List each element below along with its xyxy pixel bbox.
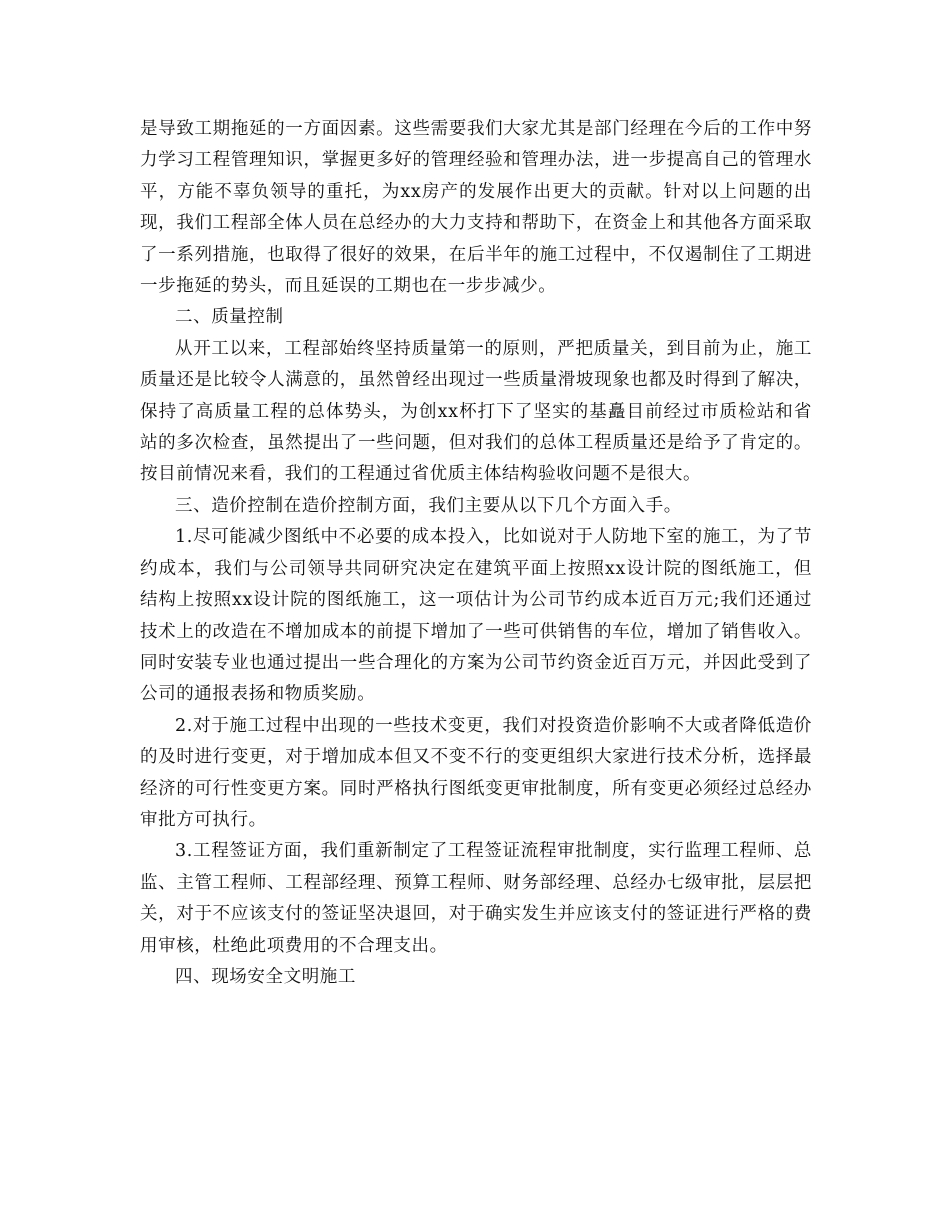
paragraph-schedule-delay-continued: 是导致工期拖延的一方面因素。这些需要我们大家尤其是部门经理在今后的工作中努力学习工程管理知识，掌握更多好的管理经验和管理办法，进一步提高自己的管理水平，方能不辜负领导的重托，为xx房产的发展作出更大的贡献。针对以上问题的出现，我们工程部全体人员在总经办的大力支持和帮助下，在资金上和其他各方面采取了一系列措施，也取得了很好的效果，在后半年的施工过程中，不仅遏制住了工期进一步拖延的势头，而且延误的工期也在一步步减少。 (140, 119, 812, 297)
heading-cost-control: 三、造价控制在造价控制方面，我们主要从以下几个方面入手。 (175, 495, 682, 516)
paragraph-cost-item-3: 3.工程签证方面，我们重新制定了工程签证流程审批制度，实行监理工程师、总监、主管工程师、工程部经理、预算工程师、财务部经理、总经办七级审批，层层把关，对于不应该支付的签证坚决退回，对于确实发生并应该支付的签证进行严格的费用审核，杜绝此项费用的不合理支出。 (140, 841, 812, 956)
heading-quality-control: 二、质量控制 (175, 307, 284, 328)
heading-site-safety: 四、现场安全文明施工 (175, 966, 356, 987)
paragraph-cost-item-2: 2.对于施工过程中出现的一些技术变更，我们对投资造价影响不大或者降低造价的及时进行变更，对于增加成本但又不变不行的变更组织大家进行技术分析，选择最经济的可行性变更方案。同时严格执行图纸变更审批制度，所有变更必须经过总经办审批方可执行。 (140, 715, 812, 830)
paragraph-quality-control: 从开工以来，工程部始终坚持质量第一的原则，严把质量关，到目前为止，施工质量还是比较令人满意的，虽然曾经出现过一些质量滑坡现象也都及时得到了解决，保持了高质量工程的总体势头，为创xx杯打下了坚实的基矗目前经过市质检站和省站的多次检查，虽然提出了一些问题，但对我们的总体工程质量还是给予了肯定的。按目前情况来看，我们的工程通过省优质主体结构验收问题不是很大。 (140, 338, 812, 485)
document-body (140, 114, 812, 993)
paragraph-cost-item-1: 1.尽可能减少图纸中不必要的成本投入，比如说对于人防地下室的施工，为了节约成本，我们与公司领导共同研究决定在建筑平面上按照xx设计院的图纸施工，但结构上按照xx设计院的图纸施工，这一项估计为公司节约成本近百万元;我们还通过技术上的改造在不增加成本的前提下增加了一些可供销售的车位，增加了销售收入。同时安装专业也通过提出一些合理化的方案为公司节约资金近百万元，并因此受到了公司的通报表扬和物质奖励。 (140, 527, 812, 705)
